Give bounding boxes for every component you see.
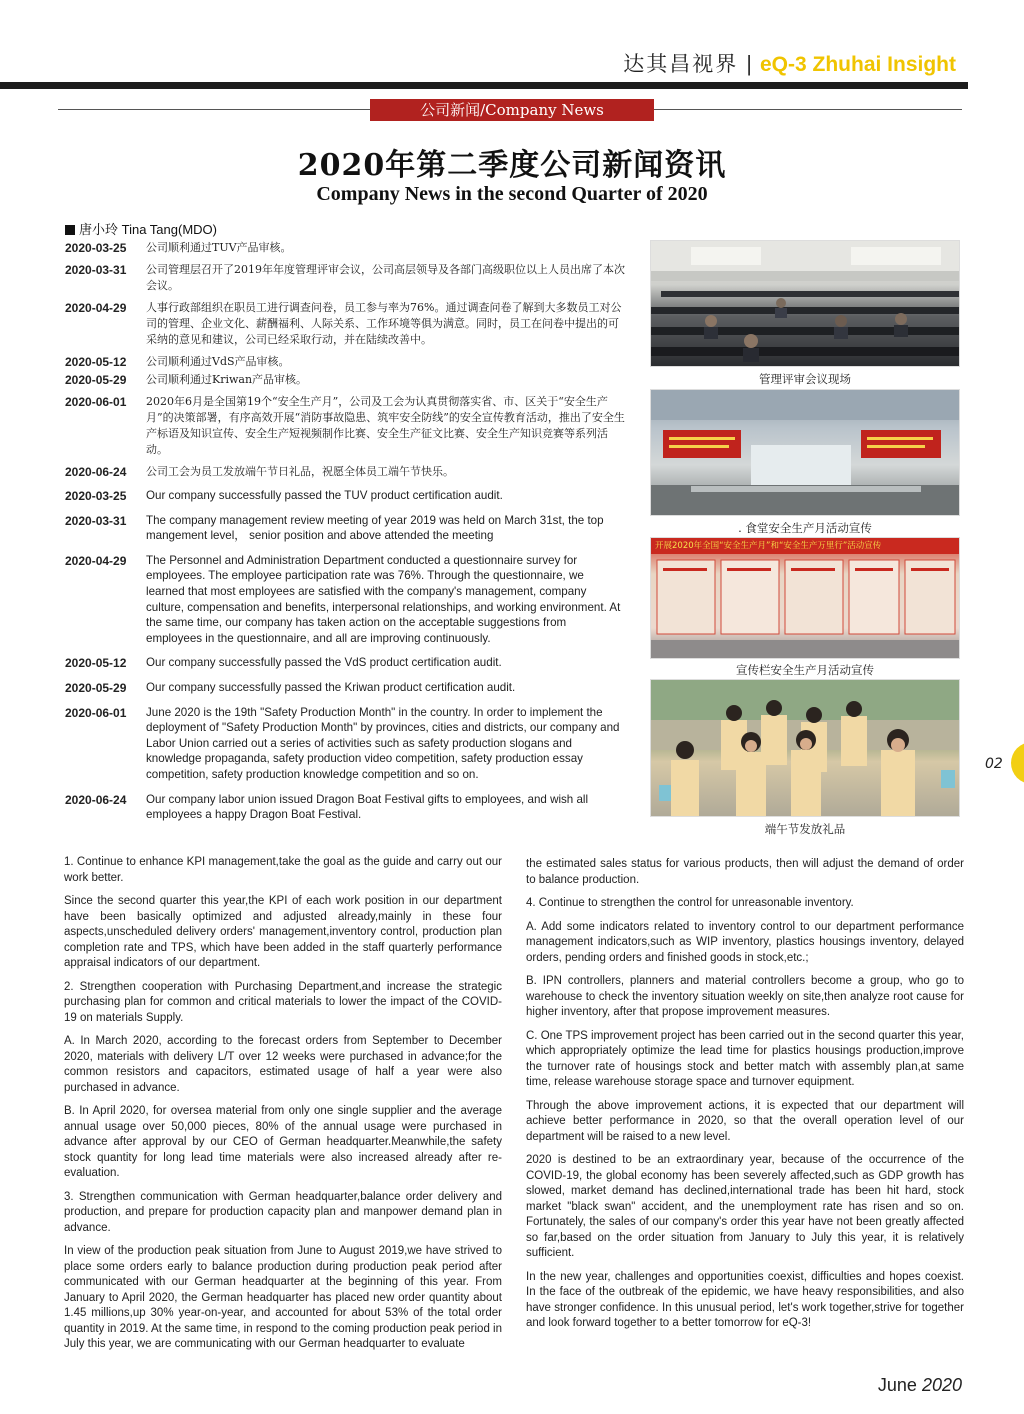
paragraph: 2. Strengthen cooperation with Purchasing Department,and increase the strategic purchasing plan for common and critical materials to lower the impact of the COVID-19 on materials Supply. bbox=[64, 980, 502, 1024]
paragraph: Since the second quarter this year,the KPI of each work position in our department have been basically optimized and adjusted already,mainly in these four aspects,unscheduled delivery orders' management,inventory control, production plan completion rate and TPS, which have been added in the staff quarterly performance appraisal indicators of our department. bbox=[64, 895, 502, 969]
paragraph: C. One TPS improvement project has been carried out in the second quarter this year, which appropriately optimize the lead time for plastics housings production,improve the turnover rate of housings stock and better match with assembly plan,at same time, release warehouse storage space and turnover equipment. bbox=[526, 1029, 964, 1088]
brand-cn: 达其昌视界 bbox=[623, 52, 739, 76]
paragraph: In the new year, challenges and opportunities coexist, difficulties and hopes coexist. In the face of the outbreak of the epidemic, we have heavy responsibilities, and also have stronger confidence. In this unusual period, let's work together,strive for together and look forward together to a better tomorrow for eQ-3! bbox=[526, 1270, 964, 1329]
photo-dragon-boat-gifts bbox=[650, 679, 960, 817]
news-date: 2020-06-01 bbox=[65, 395, 127, 409]
news-text: 公司顺利通过VdS产品审核。 bbox=[146, 355, 290, 368]
issue-year: 2020 bbox=[921, 1375, 962, 1395]
news-date: 2020-03-25 bbox=[65, 489, 127, 503]
photo-caption: 端午节发放礼品 bbox=[764, 822, 846, 836]
photo-canteen-safety-campaign bbox=[650, 389, 960, 516]
news-date: 2020-04-29 bbox=[65, 301, 127, 315]
news-date: 2020-03-31 bbox=[65, 513, 127, 528]
paragraph: the estimated sales status for various products, then will adjust the demand of order to balance production. bbox=[526, 858, 964, 886]
page-title-cn: 2020年第二季度公司新闻资讯 bbox=[297, 148, 727, 183]
masthead bbox=[623, 48, 956, 78]
paragraph: In view of the production peak situation from June to August 2019,we have strived to place some orders early to balance production during production peak period after communicated with our German headquarter at the beginning of this year. From January to April 2020, the German headquarter has placed new order quantity about 1.45 millions,up 30% year-on-year, and accounted for about 53% of the total order quantity in 2019. At the same time, in respond to the coming production peak period in July this year, we are communicating with our German headquarter to evaluate bbox=[64, 1245, 502, 1350]
photo-management-review-meeting bbox=[650, 240, 960, 367]
brand-separator: | bbox=[746, 51, 752, 76]
header-rule bbox=[0, 82, 968, 89]
paragraph: A. In March 2020, according to the forecast orders from September to December 2020, materials with delivery L/T over 12 weeks were purchased in advance;for the common resistors and capacitors, estimated usage of half a year were also purchased in advance. bbox=[64, 1035, 502, 1094]
paragraph: B. In April 2020, for oversea material from only one single supplier and the average annual usage over 50,000 pieces, 80% of the annual usage were purchased in advance after approval by our CEO of German headquarter.Meanwhile,the safety stock quantity for long lead time materials were also increased already after re-evaluation. bbox=[64, 1105, 502, 1179]
paragraph: 3. Strengthen communication with German headquarter,balance order delivery and production, and prepare for production capacity plan and manpower demand plan in advance. bbox=[64, 1190, 502, 1234]
paragraph: 2020 is destined to be an extraordinary year, because of the occurrence of the COVID-19, the global economy has been severely affected,such as GDP growth has slowed, market demand has declined,international trade has been hit hard, stock market "black swan" accident, and the unemployment rate has risen and so on. Fortunately, the sales of our company's order this year have not been greatly affected so far,based on the order situation from January to July this year, it is relatively sufficient. bbox=[526, 1154, 964, 1259]
news-date: 2020-06-01 bbox=[65, 705, 127, 720]
list-item bbox=[65, 680, 625, 696]
group-photo-illustration bbox=[651, 680, 960, 817]
paragraph: 4. Continue to strengthen the control for unreasonable inventory. bbox=[526, 897, 854, 909]
canteen-illustration bbox=[651, 390, 960, 516]
news-text: 公司顺利通过TUV产品审核。 bbox=[146, 241, 292, 254]
page-number: 02 bbox=[985, 756, 1003, 772]
news-date: 2020-03-31 bbox=[65, 263, 127, 277]
news-date: 2020-03-25 bbox=[65, 241, 127, 255]
section-label: 公司新闻/Company News bbox=[370, 99, 654, 121]
news-date: 2020-05-29 bbox=[65, 373, 127, 387]
news-text: Our company successfully passed the Kriwan product certification audit. bbox=[146, 680, 516, 694]
photo-bulletin-board bbox=[650, 537, 960, 659]
body-column-left bbox=[64, 855, 502, 1361]
issue-date bbox=[878, 1375, 962, 1396]
news-list-cn bbox=[65, 240, 625, 486]
news-date: 2020-05-12 bbox=[65, 656, 127, 671]
news-text: Our company successfully passed the TUV product certification audit. bbox=[146, 489, 503, 502]
paragraph: A. Add some indicators related to inventory control to our department performance management indicators,such as WIP inventory, plastics housings inventory, delayed orders, pending orders and finished goods in stock,etc.; bbox=[526, 920, 964, 964]
list-item bbox=[65, 262, 625, 294]
news-text: The company management review meeting of year 2019 was held on March 31st, the top mangement level， senior position and above attended the meeting bbox=[146, 513, 604, 543]
news-text: 公司顺利通过Kriwan产品审核。 bbox=[146, 373, 308, 386]
list-item bbox=[65, 464, 625, 480]
list-item bbox=[65, 513, 625, 544]
news-text: June 2020 is the 19th "Safety Production Month" in the country. In order to implement the deployment of "Safety Production Month" by provinces, cities and districts, our company and Labor Union carried out a series of activities such as safety production slogans and knowledge propaganda, safety production video competition, safety production essay competition, safety production knowledge competition and so on. bbox=[146, 705, 620, 781]
list-item bbox=[65, 553, 625, 647]
banner-text: 开展2020年全国“安全生产月”和“安全生产万里行”活动宣传 bbox=[651, 538, 960, 554]
list-item bbox=[65, 372, 625, 388]
paragraph: B. IPN controllers, planners and material controllers become a group, who go to warehouse to check the inventory situation weekly on site,then analyze root cause for higher inventory, after that propose improvement measures. bbox=[526, 975, 964, 1018]
list-item bbox=[65, 394, 625, 458]
author-line bbox=[65, 219, 217, 238]
photo-caption: . 食堂安全生产月活动宣传 bbox=[738, 521, 872, 535]
list-item bbox=[65, 792, 625, 823]
news-text: Our company labor union issued Dragon Boat Festival gifts to employees, and wish all employees a happy Dragon Boat Festival. bbox=[146, 792, 589, 822]
body-column-right bbox=[526, 857, 964, 1340]
page-title-en: Company News in the second Quarter of 2020 bbox=[316, 183, 708, 205]
paragraph: 1. Continue to enhance KPI management,take the goal as the guide and carry out our work better. bbox=[64, 856, 502, 884]
list-item bbox=[65, 488, 625, 504]
news-date: 2020-06-24 bbox=[65, 792, 127, 807]
photo-caption: 管理评审会议现场 bbox=[759, 372, 851, 386]
square-bullet-icon bbox=[65, 225, 75, 235]
page-tab-marker bbox=[1011, 742, 1024, 784]
news-text: 2020年6月是全国第19个“安全生产月”，公司及工会为认真贯彻落实省、市、区关于“安全生产月”的决策部署，有序高效开展“消防事故隐患、筑牢安全防线”的安全宣传教育活动，推出了安全生产标语及知识宣传、安全生产短视频制作比赛、安全生产征文比赛、安全生产知识竞赛等系列活动。 bbox=[146, 395, 625, 456]
news-text: The Personnel and Administration Department conducted a questionnaire survey for employees. The employee participation rate was 76%. Through the questionnaire, we learned that most employees are satisfied with the company's management, company culture, compensation and benefits, interpersonal relationships, and working environment. At the same time, our company has taken action on the acceptable suggestions from employees in the questionnaire, and all are improving continuously. bbox=[146, 553, 621, 645]
news-text: Our company successfully passed the VdS product certification audit. bbox=[146, 656, 502, 670]
author-name: 唐小玲 Tina Tang(MDO) bbox=[79, 222, 217, 237]
news-date: 2020-05-29 bbox=[65, 680, 127, 695]
news-text: 人事行政部组织在职员工进行调查问卷，员工参与率为76%。通过调查问卷了解到大多数员工对公司的管理、企业文化、薪酬福利、人际关系、工作环境等俱为满意。同时，员工在问卷中提出的可采纳的意见和建议，公司已经采取行动，并在陆续改善中。 bbox=[146, 301, 622, 346]
list-item bbox=[65, 354, 625, 370]
list-item bbox=[65, 240, 625, 256]
news-text: 公司工会为员工发放端午节日礼品，祝愿全体员工端午节快乐。 bbox=[146, 465, 454, 478]
issue-month: June bbox=[877, 1375, 917, 1395]
brand-en: eQ-3 Zhuhai Insight bbox=[759, 53, 956, 76]
meeting-room-illustration bbox=[651, 241, 960, 367]
news-text: 公司管理层召开了2019年年度管理评审会议，公司高层领导及各部门高级职位以上人员出席了本次会议。 bbox=[146, 263, 625, 292]
list-item bbox=[65, 655, 625, 671]
news-date: 2020-04-29 bbox=[65, 553, 127, 568]
list-item bbox=[65, 705, 625, 783]
photo-caption: 宣传栏安全生产月活动宣传 bbox=[736, 663, 874, 677]
list-item bbox=[65, 300, 625, 348]
bulletin-board-illustration bbox=[651, 554, 960, 659]
news-date: 2020-05-12 bbox=[65, 355, 127, 369]
paragraph: Through the above improvement actions, it is expected that our department will achieve better performance in 2020, so that the overall operation level of our department will be raised to a new level. bbox=[526, 1099, 964, 1143]
news-list-en bbox=[65, 488, 625, 829]
news-date: 2020-06-24 bbox=[65, 465, 127, 479]
